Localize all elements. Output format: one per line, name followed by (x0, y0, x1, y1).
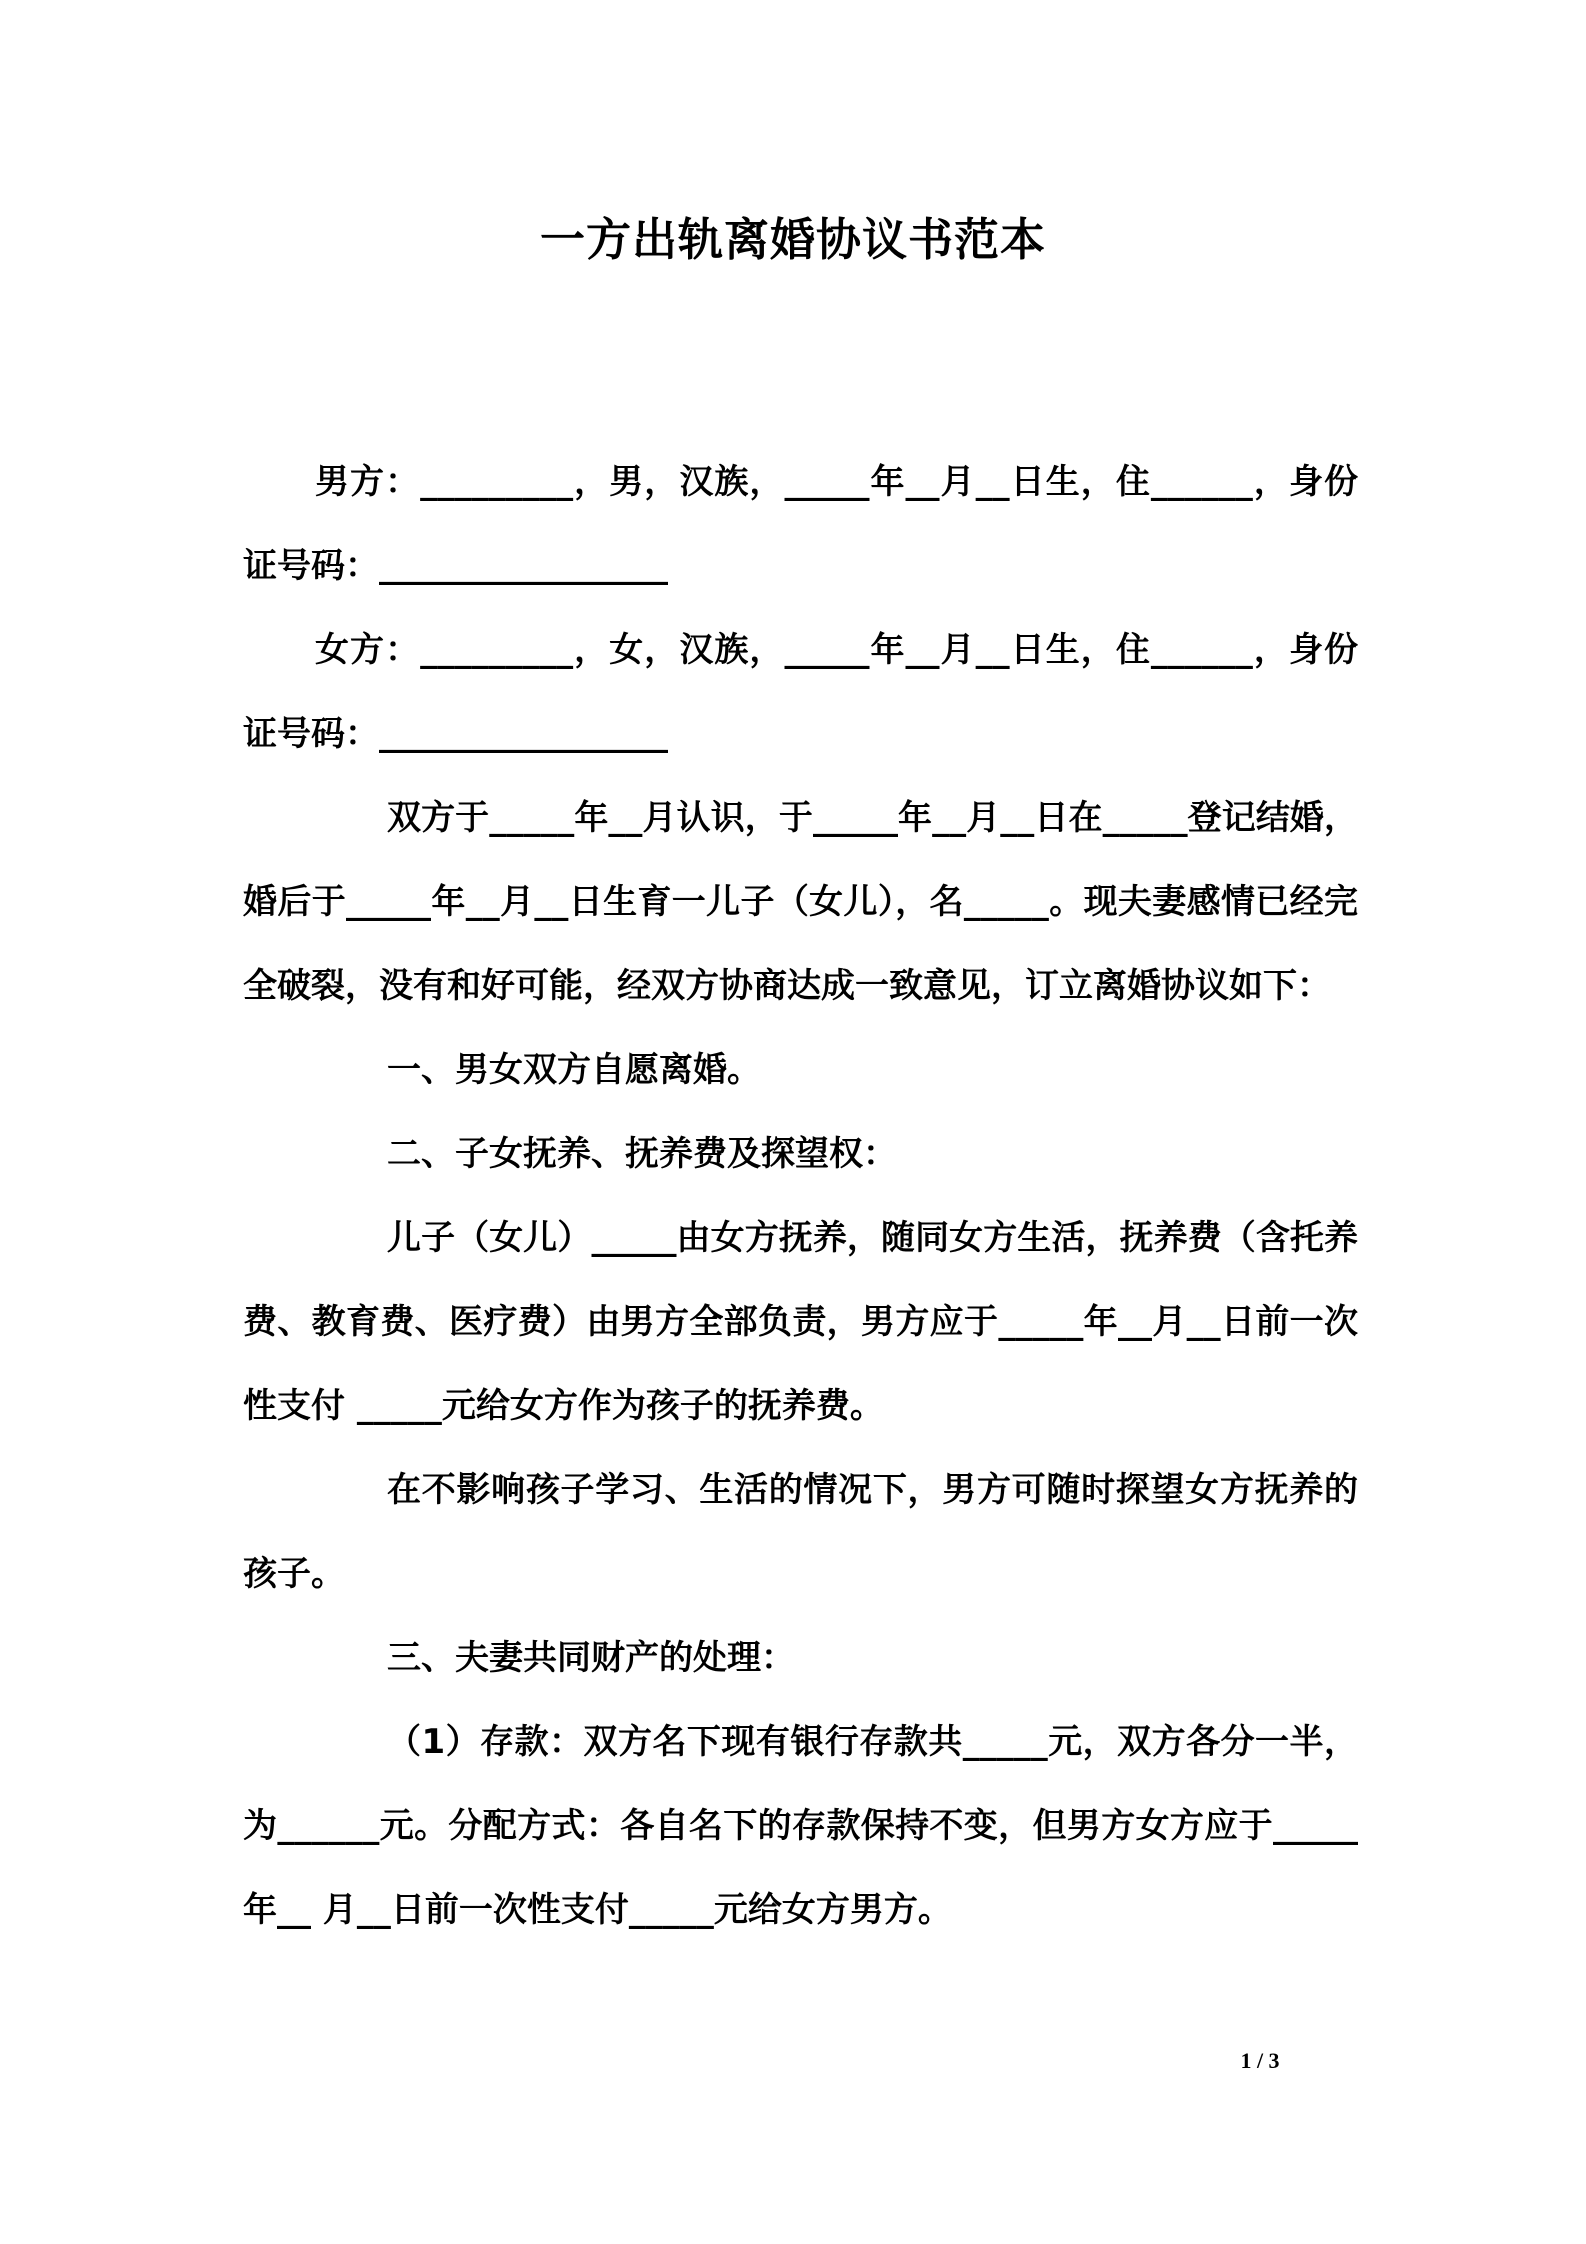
document-body (243, 440, 1358, 1952)
document-title: 一方出轨离婚协议书范本 (539, 213, 1046, 266)
page-number: 1 / 3 (1240, 2048, 1280, 2073)
paragraph-clause-1: 一、男女双方自愿离婚。 (387, 1050, 761, 1090)
paragraph-visitation: 在不影响孩子学习、生活的情况下，男方可随时探望女方抚养的孩子。 (243, 1470, 1358, 1594)
paragraph-female-party: 女方：_________，女，汉族，_____年__月__日生，住______，身份证号码：_________________ (243, 630, 1358, 754)
paragraph-savings: （1）存款：双方名下现有银行存款共_____元，双方各分一半，为______元。分配方式：各自名下的存款保持不变，但男方女方应于_____年__ 月__日前一次性支付_____元给女方男方。 (243, 1722, 1358, 1930)
paragraph-marriage-info: 双方于_____年__月认识，于_____年__月__日在_____登记结婚，婚后于_____年__月__日生育一儿子（女儿），名_____。现夫妻感情已经完全破裂，没有和好可能，经双方协商达成一致意见，订立离婚协议如下： (243, 798, 1358, 1006)
paragraph-male-party: 男方：_________，男，汉族，_____年__月__日生，住______，身份证号码：_________________ (243, 462, 1358, 586)
paragraph-clause-3-heading: 三、夫妻共同财产的处理： (387, 1638, 795, 1678)
paragraph-child-support: 儿子（女儿）_____由女方抚养，随同女方生活，抚养费（含托养费、教育费、医疗费）由男方全部负责，男方应于_____年__月__日前一次性支付 _____元给女方作为孩子的抚养费。 (243, 1218, 1358, 1426)
paragraph-clause-2-heading: 二、子女抚养、抚养费及探望权： (387, 1134, 897, 1174)
